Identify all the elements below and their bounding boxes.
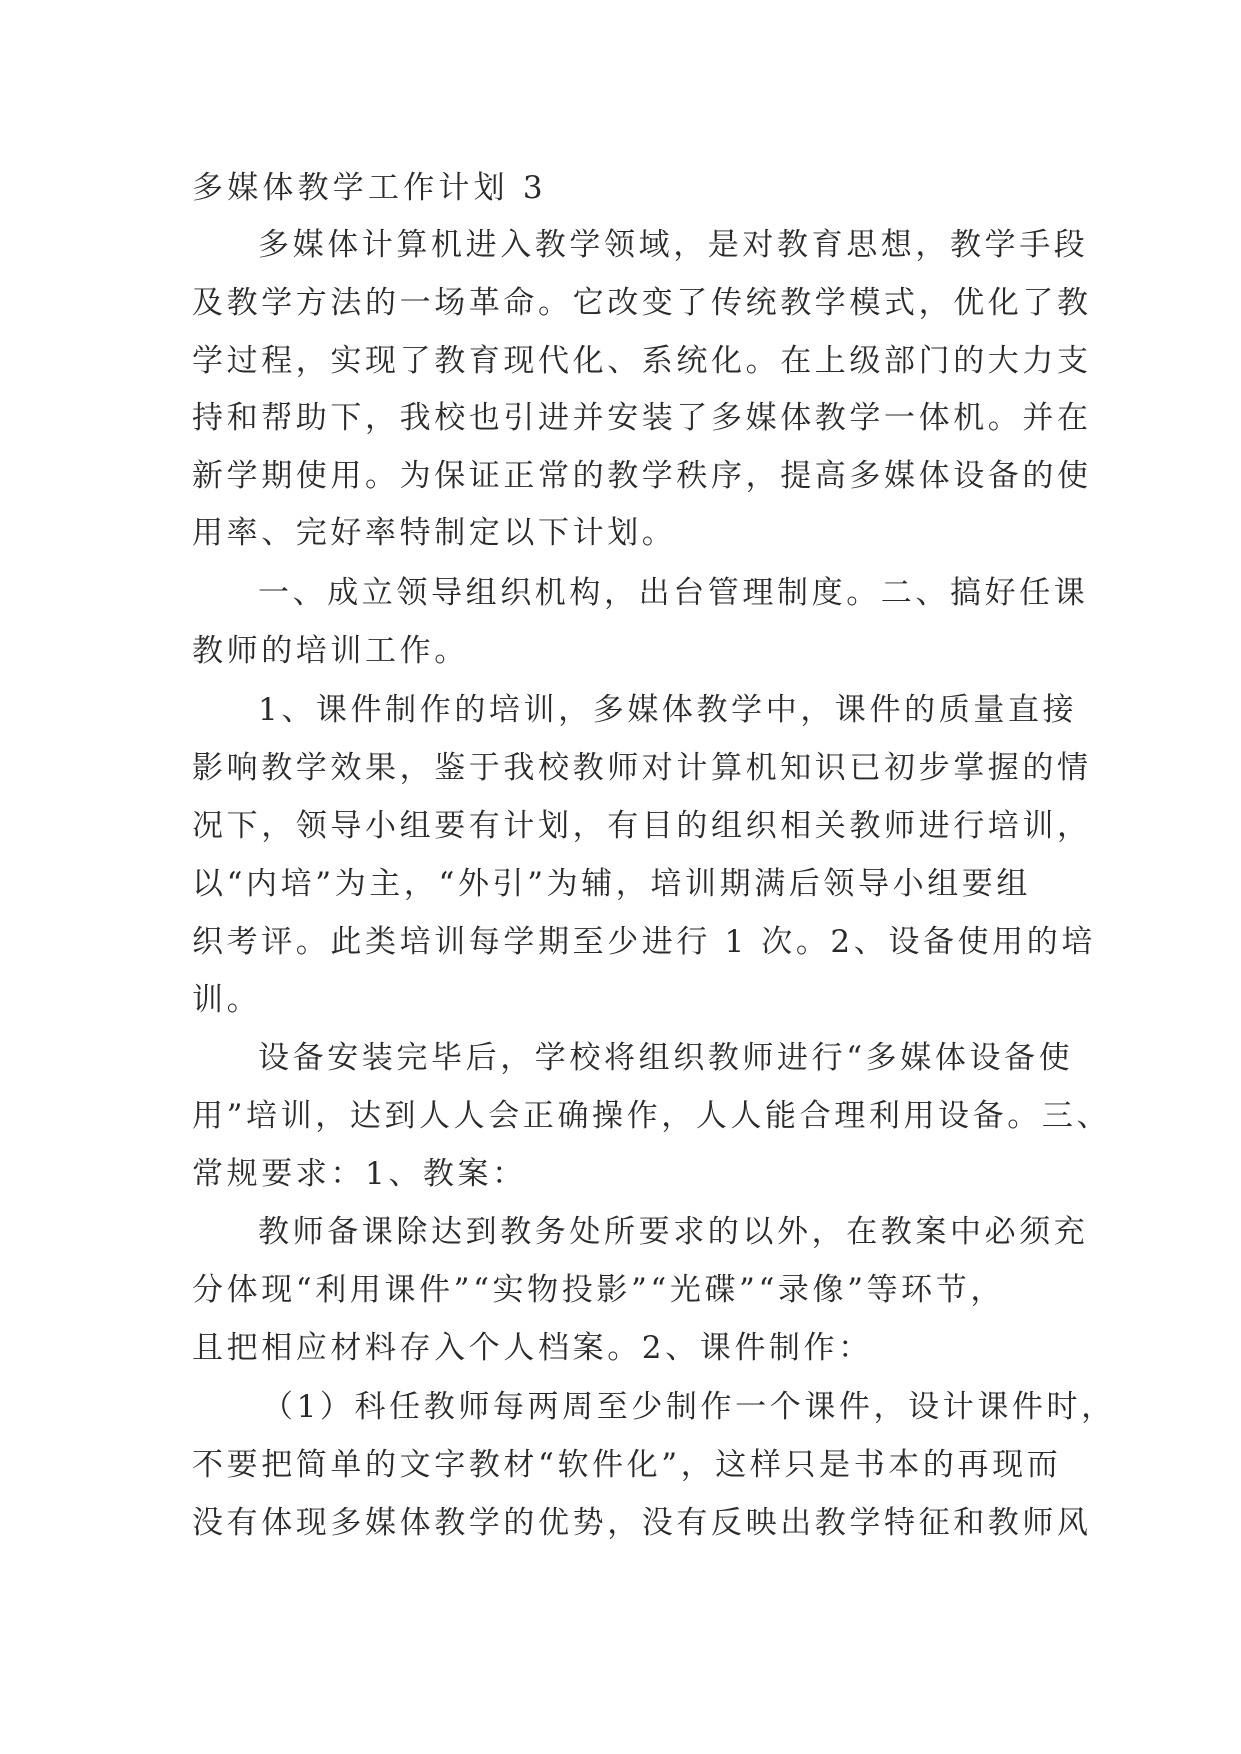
paragraph-line: 持和帮助下，我校也引进并安装了多媒体教学一体机。并在	[192, 400, 1092, 436]
paragraph-line: 学过程，实现了教育现代化、系统化。在上级部门的大力支	[192, 343, 1092, 379]
paragraph-line: 况下，领导小组要有计划，有目的组织相关教师进行培训，	[192, 808, 1092, 844]
paragraph-line: 一、成立领导组织机构，出台管理制度。二、搞好任课	[258, 575, 1089, 611]
paragraph-line: （1）科任教师每两周至少制作一个课件，设计课件时，	[262, 1389, 1116, 1425]
document-title: 多媒体教学工作计划 3	[192, 170, 547, 206]
paragraph-line: 教师的培训工作。	[192, 633, 469, 669]
paragraph-line: 用率、完好率特制定以下计划。	[192, 515, 677, 551]
paragraph-line: 常规要求：1、教案：	[192, 1156, 527, 1192]
paragraph-line: 且把相应材料存入个人档案。2、课件制作：	[192, 1330, 873, 1366]
paragraph-line: 分体现“利用课件”“实物投影”“光碟”“录像”等环节，	[192, 1272, 1005, 1308]
paragraph-line: 影响教学效果，鉴于我校教师对计算机知识已初步掌握的情	[192, 750, 1092, 786]
paragraph-line: 用”培训，达到人人会正确操作，人人能合理利用设备。三、	[192, 1098, 1112, 1134]
paragraph-line: 训。	[192, 982, 262, 1018]
paragraph-line: 不要把简单的文字教材“软件化”，这样只是书本的再现而	[192, 1447, 1062, 1483]
paragraph-line: 织考评。此类培训每学期至少进行 1 次。2、设备使用的培	[192, 924, 1096, 960]
paragraph-line: 新学期使用。为保证正常的教学秩序，提高多媒体设备的使	[192, 458, 1092, 494]
paragraph-line: 设备安装完毕后，学校将组织教师进行“多媒体设备使	[258, 1040, 1074, 1076]
paragraph-line: 多媒体计算机进入教学领域，是对教育思想，教学手段	[258, 227, 1089, 263]
paragraph-line: 及教学方法的一场革命。它改变了传统教学模式，优化了教	[192, 285, 1092, 321]
paragraph-line: 没有体现多媒体教学的优势，没有反映出教学特征和教师风	[192, 1505, 1092, 1541]
paragraph-line: 以“内培”为主，“外引”为辅，培训期满后领导小组要组	[192, 866, 1031, 902]
paragraph-line: 1、课件制作的培训，多媒体教学中，课件的质量直接	[258, 692, 1078, 728]
paragraph-line: 教师备课除达到教务处所要求的以外，在教案中必须充	[258, 1214, 1089, 1250]
